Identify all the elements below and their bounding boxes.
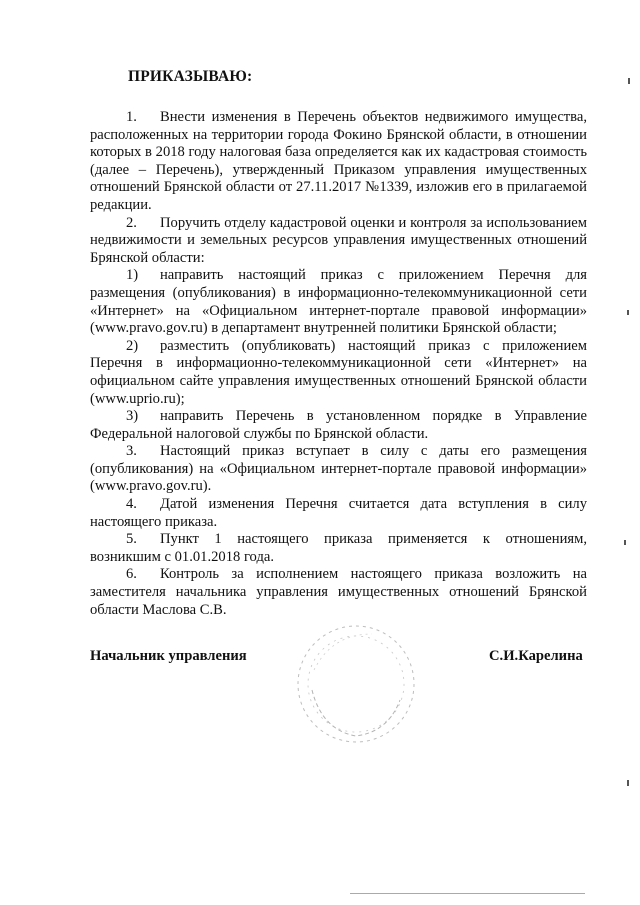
subparagraph-1 — [90, 267, 587, 337]
order-body — [90, 109, 587, 619]
paragraph-text: Датой изменения Перечня считается дата вступления в силу настоящего приказа. — [90, 496, 587, 530]
order-heading: ПРИКАЗЫВАЮ: — [128, 68, 253, 85]
paragraph-text: Поручить отделу кадастровой оценки и контроля за использованием недвижимости и земельных ресурсов управления имущественных отношений Брянской области: — [90, 214, 587, 266]
paragraph-text: Настоящий приказ вступает в силу с даты его размещения (опубликования) на «Официальном интернет-портале правовой информации» (www.pravo.gov.ru). — [90, 443, 587, 495]
scan-bottom-line — [350, 893, 585, 894]
paragraph-5 — [90, 531, 587, 566]
paragraph-number: 1. — [126, 109, 137, 125]
signatory-name: С.И.Карелина — [489, 648, 583, 664]
paragraph-text: Пункт 1 настоящего приказа применяется к отношениям, возникшим с 01.01.2018 года. — [90, 531, 587, 565]
paragraph-number: 6. — [126, 566, 137, 583]
scan-edge-mark — [628, 78, 630, 84]
paragraph-number: 2. — [126, 214, 137, 231]
paragraph-number: 4. — [126, 496, 137, 513]
paragraph-2 — [90, 215, 587, 268]
paragraph-text: Внести изменения в Перечень объектов недвижимого имущества, расположенных на территории города Фокино Брянской области, в отношении которых в 2018 году налоговая база определяется как их кадастровая стоимость (далее – Перечень), утвержденный Приказом управления имущественных отношений Брянской области от 27.11.2017 №1339, изложив его в прилагаемой редакции. — [90, 109, 587, 213]
paragraph-3 — [90, 443, 587, 496]
paragraph-number: 3) — [126, 408, 139, 425]
paragraph-text: направить Перечень в установленном порядке в Управление Федеральной налоговой службы по Брянской области. — [90, 408, 587, 442]
paragraph-text: направить настоящий приказ с приложением Перечня для размещения (опубликования) в информационно-телекоммуникационной сети «Интернет» на «Официальном интернет-портале правовой информации» (www.pravo.gov.ru) в департамент внутренней политики Брянской области; — [90, 267, 587, 337]
scan-edge-mark — [627, 780, 629, 786]
paragraph-6 — [90, 566, 587, 619]
paragraph-number: 5. — [126, 531, 137, 548]
paragraph-number: 3. — [126, 443, 137, 460]
subparagraph-2 — [90, 338, 587, 408]
scan-edge-mark — [627, 310, 629, 315]
paragraph-text: разместить (опубликовать) настоящий приказ с приложением Перечня в информационно-телекоммуникационной сети «Интернет» на официальном сайте управления имущественных отношений Брянской области (www.uprio.ru); — [90, 337, 587, 407]
official-stamp — [292, 620, 420, 748]
subparagraph-3 — [90, 408, 587, 443]
paragraph-number: 1) — [126, 267, 139, 284]
paragraph-number: 2) — [126, 337, 139, 354]
paragraph-text: Контроль за исполнением настоящего приказа возложить на заместителя начальника управления имущественных отношений Брянской области Маслова С.В. — [90, 566, 587, 618]
paragraph-4 — [90, 496, 587, 531]
paragraph-1 — [90, 109, 587, 215]
scan-edge-mark — [624, 540, 626, 545]
signatory-position: Начальник управления — [90, 648, 247, 664]
